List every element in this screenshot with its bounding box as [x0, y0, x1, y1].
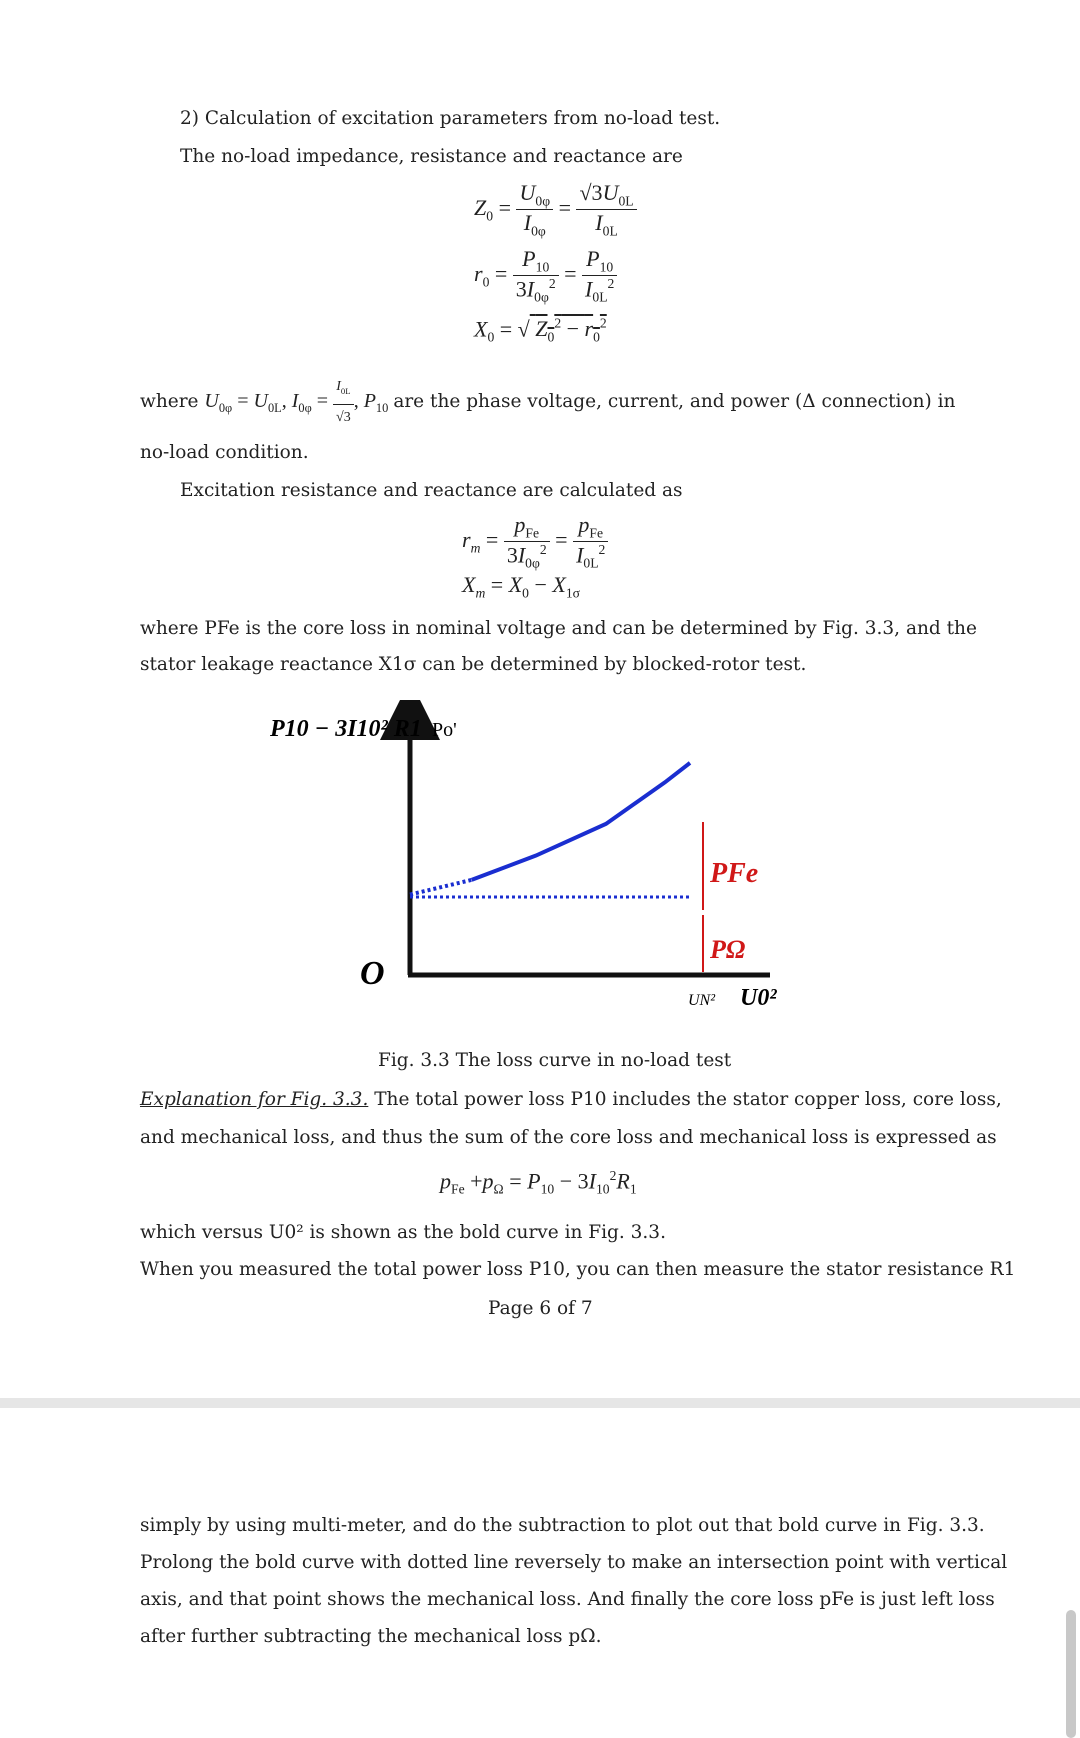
x-tick-label: UN² — [688, 992, 716, 1009]
explanation-label: Explanation for Fig. 3.3. — [140, 1089, 369, 1110]
bold-loss-curve — [472, 763, 690, 880]
document-page-7 — [0, 1408, 1080, 1738]
after-formula-line-2: When you measured the total power loss P10, you can then measure the stator resistance R1 — [140, 1259, 1016, 1280]
excitation-line: Excitation resistance and reactance are calculated as — [180, 480, 683, 501]
section-title: 2) Calculation of excitation parameters from no-load test. — [180, 108, 721, 129]
y-axis-label: P10 − 3I10² R1 — [270, 716, 422, 742]
rm-formula: $r_m$ = $\frac{p_{Fe}}{3I_{0\varphi}^2}$ = $\frac{p_{Fe}}{I_{0L}^2}$ — [462, 512, 608, 572]
page-number: Page 6 of 7 — [488, 1298, 593, 1319]
page2-line-3: axis, and that point shows the mechanical loss. And finally the core loss pFe is just left loss — [140, 1589, 995, 1610]
r0-formula: $r_0$ = $\frac{P_{10}}{3I_{0\varphi}^2}$ = $\frac{P_{10}}{I_{0L}^2}$ — [474, 246, 617, 306]
page2-line-1: simply by using multi-meter, and do the subtraction to plot out that bold curve in Fig. 3.3. — [140, 1515, 985, 1536]
explanation-line-1: Explanation for Fig. 3.3. The total power loss P10 includes the stator copper loss, core loss, — [140, 1089, 1002, 1110]
figure-caption: Fig. 3.3 The loss curve in no-load test — [378, 1050, 732, 1071]
x0-formula: $X_0$ = √ $Z_0^2 - r_0^2$ — [474, 316, 607, 345]
where-line-2a: where PFe is the core loss in nominal voltage and can be determined by Fig. 3.3, and the — [140, 618, 977, 639]
after-formula-line-1: which versus U0² is shown as the bold curve in Fig. 3.3. — [140, 1222, 666, 1243]
origin-label: O — [360, 955, 385, 992]
scrollbar-thumb[interactable] — [1066, 1610, 1076, 1738]
where-line-1-continuation: no-load condition. — [140, 442, 309, 463]
where-line-1: where $U_{0\varphi} = U_{0L}$, $I_{0\varphi}$ = $\frac{I_{0L}}{√3}$ , $P_{10}$ are the phase voltage, current, and power (Δ connection) in — [140, 374, 955, 431]
extrapolation-curve — [410, 880, 472, 895]
xm-formula: $X_m = X_0 - X_{1\sigma}$ — [462, 572, 581, 601]
pfe-annotation: PFe — [710, 858, 759, 889]
where-line-2b: stator leakage reactance X1σ can be determined by blocked-rotor test. — [140, 654, 807, 675]
loss-curve-figure — [260, 700, 800, 1020]
intro-line: The no-load impedance, resistance and reactance are — [180, 146, 683, 167]
x-axis-label: U0² — [740, 985, 777, 1011]
page2-line-4: after further subtracting the mechanical loss pΩ. — [140, 1626, 602, 1647]
page-separator — [0, 1398, 1080, 1408]
page2-line-2: Prolong the bold curve with dotted line reversely to make an intersection point with vertical — [140, 1552, 1008, 1573]
pomega-annotation: PΩ — [710, 935, 746, 964]
z0-formula: $Z_0$ = $\frac{U_{0\varphi}}{I_{0\varphi}}$ = $\frac{√3U_{0L}}{I_{0L}}$ — [474, 180, 637, 240]
explanation-line-2: and mechanical loss, and thus the sum of the core loss and mechanical loss is expressed as — [140, 1127, 997, 1148]
loss-sum-formula: $p_{Fe} +p_\Omega = P_{10} - 3I_{10}^2R_1$ — [440, 1168, 637, 1197]
y-axis-secondary-label: Po' — [432, 719, 457, 741]
